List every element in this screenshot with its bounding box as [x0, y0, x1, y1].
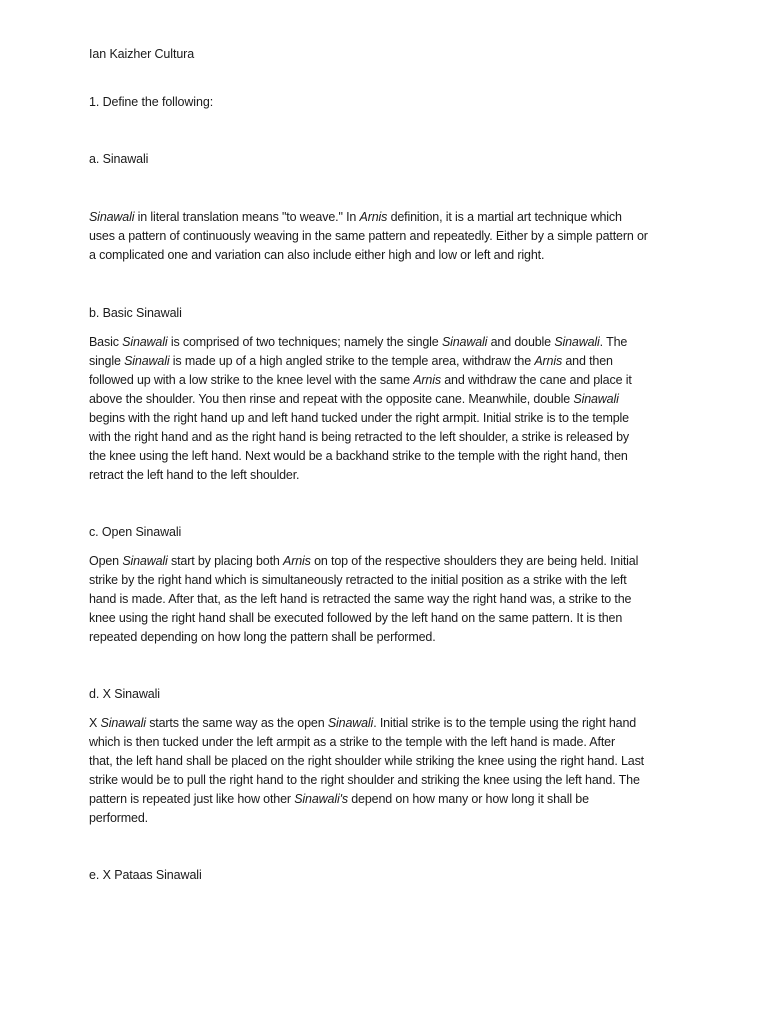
section-heading-c: c. Open Sinawali	[89, 525, 182, 539]
paragraph-line	[89, 609, 689, 628]
paragraph-line	[89, 628, 689, 647]
text-run: single	[89, 354, 125, 368]
text-run: the knee using the left hand. Next would be a backhand strike to the temple with the right hand, then	[89, 449, 628, 463]
section-heading-e: e. X Pataas Sinawali	[89, 868, 202, 882]
text-run: starts the same way as the open	[145, 716, 328, 730]
text-run: in literal translation means "to weave." In	[134, 210, 360, 224]
italic-term: Arnis	[283, 554, 311, 568]
paragraph-line	[89, 790, 689, 809]
text-run: strike would be to pull the right hand to the right shoulder and striking the knee using the left hand. The	[89, 773, 640, 787]
text-run: that, the left hand shall be placed on the right shoulder while striking the knee using the right hand. Last	[89, 754, 645, 768]
paragraph-line	[89, 714, 689, 733]
paragraph-line	[89, 428, 689, 447]
paragraph-line	[89, 590, 689, 609]
paragraph-line	[89, 409, 689, 428]
paragraph-line	[89, 447, 689, 466]
text-run: above the shoulder. You then rinse and repeat with the opposite cane. Meanwhile, double	[89, 392, 574, 406]
paragraph-line	[89, 733, 689, 752]
italic-term: Sinawali	[89, 210, 135, 224]
paragraph-line	[89, 352, 689, 371]
paragraph-line	[89, 809, 689, 828]
question-heading: 1. Define the following:	[89, 95, 214, 109]
italic-term: Arnis	[534, 354, 563, 368]
text-run: which is then tucked under the left armpit as a strike to the temple with the left hand is made. After	[89, 735, 615, 749]
author-name: Ian Kaizher Cultura	[89, 47, 195, 61]
text-run: knee using the right hand shall be executed followed by the left hand on the same pattern. It is then	[89, 611, 623, 625]
text-run: and double	[487, 335, 555, 349]
italic-term: Sinawali	[124, 354, 170, 368]
italic-term: Sinawali's	[294, 792, 348, 806]
text-run: . Initial strike is to the temple using the right hand	[373, 716, 637, 730]
text-run: retract the left hand to the left shoulder.	[89, 468, 300, 482]
section-heading-b: b. Basic Sinawali	[89, 306, 182, 320]
text-run: and withdraw the cane and place it	[440, 373, 632, 387]
text-run: performed.	[89, 811, 148, 825]
section-body-a	[89, 208, 689, 265]
italic-term: Sinawali	[122, 554, 168, 568]
paragraph-line	[89, 371, 689, 390]
paragraph-line	[89, 771, 689, 790]
italic-term: Sinawali	[441, 335, 488, 349]
text-run: Basic	[89, 335, 123, 349]
section-body-d	[89, 714, 689, 828]
text-run: repeated depending on how long the pattern shall be performed.	[89, 630, 436, 644]
section-heading-a: a. Sinawali	[89, 152, 149, 166]
section-body-b	[89, 333, 689, 485]
paragraph-line	[89, 333, 689, 352]
text-run: on top of the respective shoulders they are being held. Initial	[310, 554, 639, 568]
text-run: with the right hand and as the right hand is being retracted to the left shoulder, a strike is released by	[89, 430, 629, 444]
paragraph-line	[89, 227, 689, 246]
text-run: and then	[562, 354, 613, 368]
italic-term: Arnis	[413, 373, 441, 387]
section-body-c	[89, 552, 689, 647]
text-run: hand is made. After that, as the left hand is retracted the same way the right hand was, a strike to the	[89, 592, 632, 606]
italic-term: Arnis	[359, 210, 388, 224]
paragraph-line	[89, 246, 689, 265]
text-run: depend on how many or how long it shall be	[347, 792, 589, 806]
italic-term: Sinawali	[554, 335, 600, 349]
text-run: followed up with a low strike to the knee level with the same	[89, 373, 414, 387]
paragraph-line	[89, 552, 689, 571]
paragraph-line	[89, 208, 689, 227]
text-run: start by placing both	[167, 554, 284, 568]
italic-term: Sinawali	[100, 716, 146, 730]
text-run: X	[89, 716, 101, 730]
text-run: strike by the right hand which is simultaneously retracted to the initial position as a strike with the left	[89, 573, 627, 587]
text-run: is made up of a high angled strike to the temple area, withdraw the	[169, 354, 535, 368]
section-heading-d: d. X Sinawali	[89, 687, 160, 701]
paragraph-line	[89, 390, 689, 409]
paragraph-line	[89, 466, 689, 485]
italic-term: Sinawali	[122, 335, 168, 349]
italic-term: Sinawali	[573, 392, 619, 406]
paragraph-line	[89, 752, 689, 771]
text-run: pattern is repeated just like how other	[89, 792, 295, 806]
text-run: is comprised of two techniques; namely the single	[167, 335, 442, 349]
text-run: a complicated one and variation can also include either high and low or left and right.	[89, 248, 545, 262]
italic-term: Sinawali	[327, 716, 374, 730]
text-run: begins with the right hand up and left hand tucked under the right armpit. Initial strike is to the temple	[89, 411, 629, 425]
paragraph-line	[89, 571, 689, 590]
text-run: . The	[599, 335, 628, 349]
text-run: Open	[89, 554, 123, 568]
text-run: uses a pattern of continuously weaving in the same pattern and repeatedly. Either by a simple pattern or	[89, 229, 648, 243]
text-run: definition, it is a martial art technique which	[387, 210, 622, 224]
